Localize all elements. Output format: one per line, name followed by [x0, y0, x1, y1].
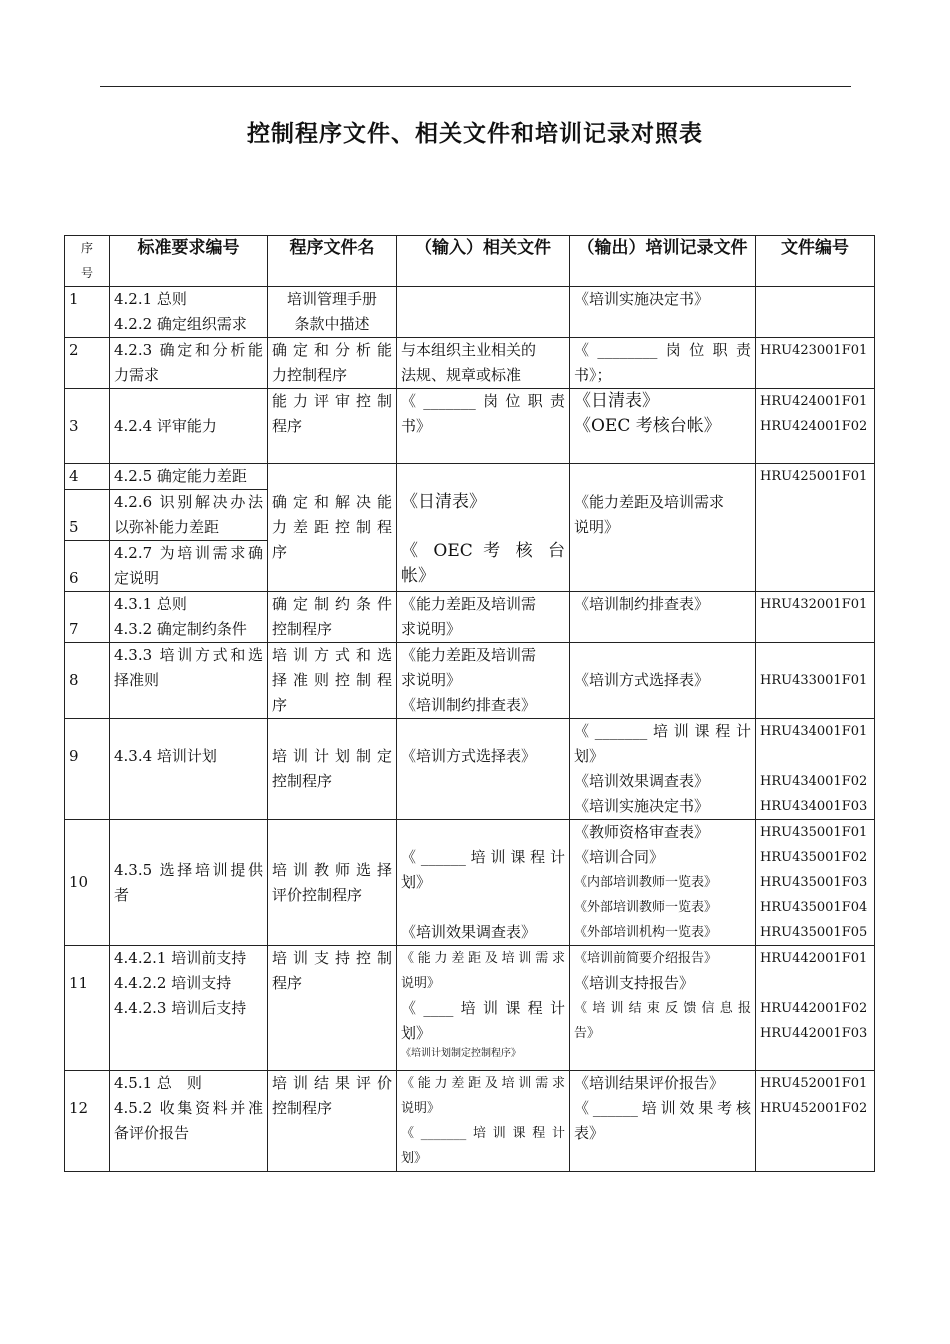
row-procedure: 培训教师选择 评价控制程序: [268, 820, 397, 946]
row-code: HRU442001F01 HRU442001F02 HRU442001F03: [756, 946, 875, 1071]
table-row: [65, 338, 875, 389]
row-standard: 4.2.1 总则 4.2.2 确定组织需求: [110, 287, 268, 338]
cross-reference-table: [64, 235, 875, 1172]
row-code: HRU434001F01 HRU434001F02 HRU434001F03: [756, 719, 875, 820]
table-row: [65, 643, 875, 719]
row-standard: 4.2.6 识别解决办法 以弥补能力差距: [110, 490, 268, 541]
table-row: [65, 946, 875, 1071]
table-row: [65, 719, 875, 820]
row-input: 《能力差距及培训需 求说明》 《培训制约排查表》: [397, 643, 570, 719]
header-input: （输入）相关文件: [397, 236, 570, 287]
row-procedure: 培训计划制定 控制程序: [268, 719, 397, 820]
row-procedure: 培训支持控制 程序: [268, 946, 397, 1071]
row-seq: 6: [65, 541, 110, 592]
table-row: [65, 287, 875, 338]
row-procedure: 培训方式和选 择准则控制程 序: [268, 643, 397, 719]
row-procedure: 确定和分析能 力控制程序: [268, 338, 397, 389]
row-standard: 4.5.1 总 则 4.5.2 收集资料并准 备评价报告: [110, 1071, 268, 1172]
row-seq: 12: [65, 1071, 110, 1172]
document-title: 控制程序文件、相关文件和培训记录对照表: [247, 120, 703, 147]
row-input: 《_______岗位职责 书》: [397, 389, 570, 464]
row-input: 《能力差距及培训需求 说明》 《_______培训课程计 划》: [397, 1071, 570, 1172]
table-row: [65, 389, 875, 464]
row-output: 《培训实施决定书》: [570, 287, 756, 338]
row-code: HRU432001F01: [756, 592, 875, 643]
row-output: 《日清表》 《OEC 考核台帐》: [570, 389, 756, 464]
row-input: 《能力差距及培训需求 说明》 《____培训课程计 划》 《培训计划制定控制程序》: [397, 946, 570, 1071]
row-input: 《培训方式选择表》: [397, 719, 570, 820]
table-header-row: [65, 236, 875, 287]
header-output: （输出）培训记录文件: [570, 236, 756, 287]
row-seq: 9: [65, 719, 110, 820]
row-code: HRU424001F01 HRU424001F02: [756, 389, 875, 464]
row-input: 《能力差距及培训需 求说明》: [397, 592, 570, 643]
row-output: 《培训前简要介绍报告》 《培训支持报告》 《培训结束反馈信息报 告》: [570, 946, 756, 1071]
row-seq: 10: [65, 820, 110, 946]
row-output: 《教师资格审查表》 《培训合同》 《内部培训教师一览表》 《外部培训教师一览表》 《外部培训机构一览表》: [570, 820, 756, 946]
row-procedure: 能力评审控制 程序: [268, 389, 397, 464]
row-output: 《培训方式选择表》: [570, 643, 756, 719]
row-output: 《_______培训课程计 划》 《培训效果调查表》 《培训实施决定书》: [570, 719, 756, 820]
row-output: 《________岗位职责 书》；: [570, 338, 756, 389]
row-standard: 4.2.3 确定和分析能 力需求: [110, 338, 268, 389]
header-seq: 序 号: [65, 236, 110, 287]
row-standard: 4.3.5 选择培训提供 者: [110, 820, 268, 946]
row-code: HRU423001F01: [756, 338, 875, 389]
row-code: HRU452001F01 HRU452001F02: [756, 1071, 875, 1172]
row-standard: 4.2.4 评审能力: [110, 389, 268, 464]
row-standard: 4.3.4 培训计划: [110, 719, 268, 820]
row-procedure: 确定制约条件 控制程序: [268, 592, 397, 643]
row-procedure: 确定和解决能 力差距控制程 序: [268, 464, 397, 592]
row-standard: 4.3.3 培训方式和选 择准则: [110, 643, 268, 719]
row-seq: 4: [65, 464, 110, 490]
row-output: 《培训制约排查表》: [570, 592, 756, 643]
row-seq: 5: [65, 490, 110, 541]
row-procedure: 培训管理手册 条款中描述: [268, 287, 397, 338]
row-seq: 2: [65, 338, 110, 389]
row-seq: 11: [65, 946, 110, 1071]
row-standard: 4.2.7 为培训需求确 定说明: [110, 541, 268, 592]
row-input: 与本组织主业相关的 法规、规章或标准: [397, 338, 570, 389]
row-output: 《培训结果评价报告》 《______培训效果考核 表》: [570, 1071, 756, 1172]
row-code: HRU435001F01 HRU435001F02 HRU435001F03 HRU435001F04 HRU435001F05: [756, 820, 875, 946]
header-procedure: 程序文件名: [268, 236, 397, 287]
row-standard: 4.4.2.1 培训前支持 4.4.2.2 培训支持 4.4.2.3 培训后支持: [110, 946, 268, 1071]
row-seq: 8: [65, 643, 110, 719]
top-rule: [100, 86, 851, 87]
row-code: HRU425001F01: [756, 464, 875, 592]
row-code: [756, 287, 875, 338]
row-code: HRU433001F01: [756, 643, 875, 719]
row-seq: 7: [65, 592, 110, 643]
row-seq: 3: [65, 389, 110, 464]
row-input: 《______培训课程计 划》 《培训效果调查表》: [397, 820, 570, 946]
header-code: 文件编号: [756, 236, 875, 287]
row-input: [397, 287, 570, 338]
table-row: [65, 1071, 875, 1172]
table-row: [65, 464, 875, 490]
row-input: 《日清表》 《 OEC 考 核 台 帐》: [397, 464, 570, 592]
row-procedure: 培训结果评价 控制程序: [268, 1071, 397, 1172]
table-row: [65, 592, 875, 643]
row-output: 《能力差距及培训需求 说明》: [570, 464, 756, 592]
table-row: [65, 820, 875, 946]
row-standard: 4.2.5 确定能力差距: [110, 464, 268, 490]
header-standard: 标准要求编号: [110, 236, 268, 287]
row-seq: 1: [65, 287, 110, 338]
row-standard: 4.3.1 总则 4.3.2 确定制约条件: [110, 592, 268, 643]
